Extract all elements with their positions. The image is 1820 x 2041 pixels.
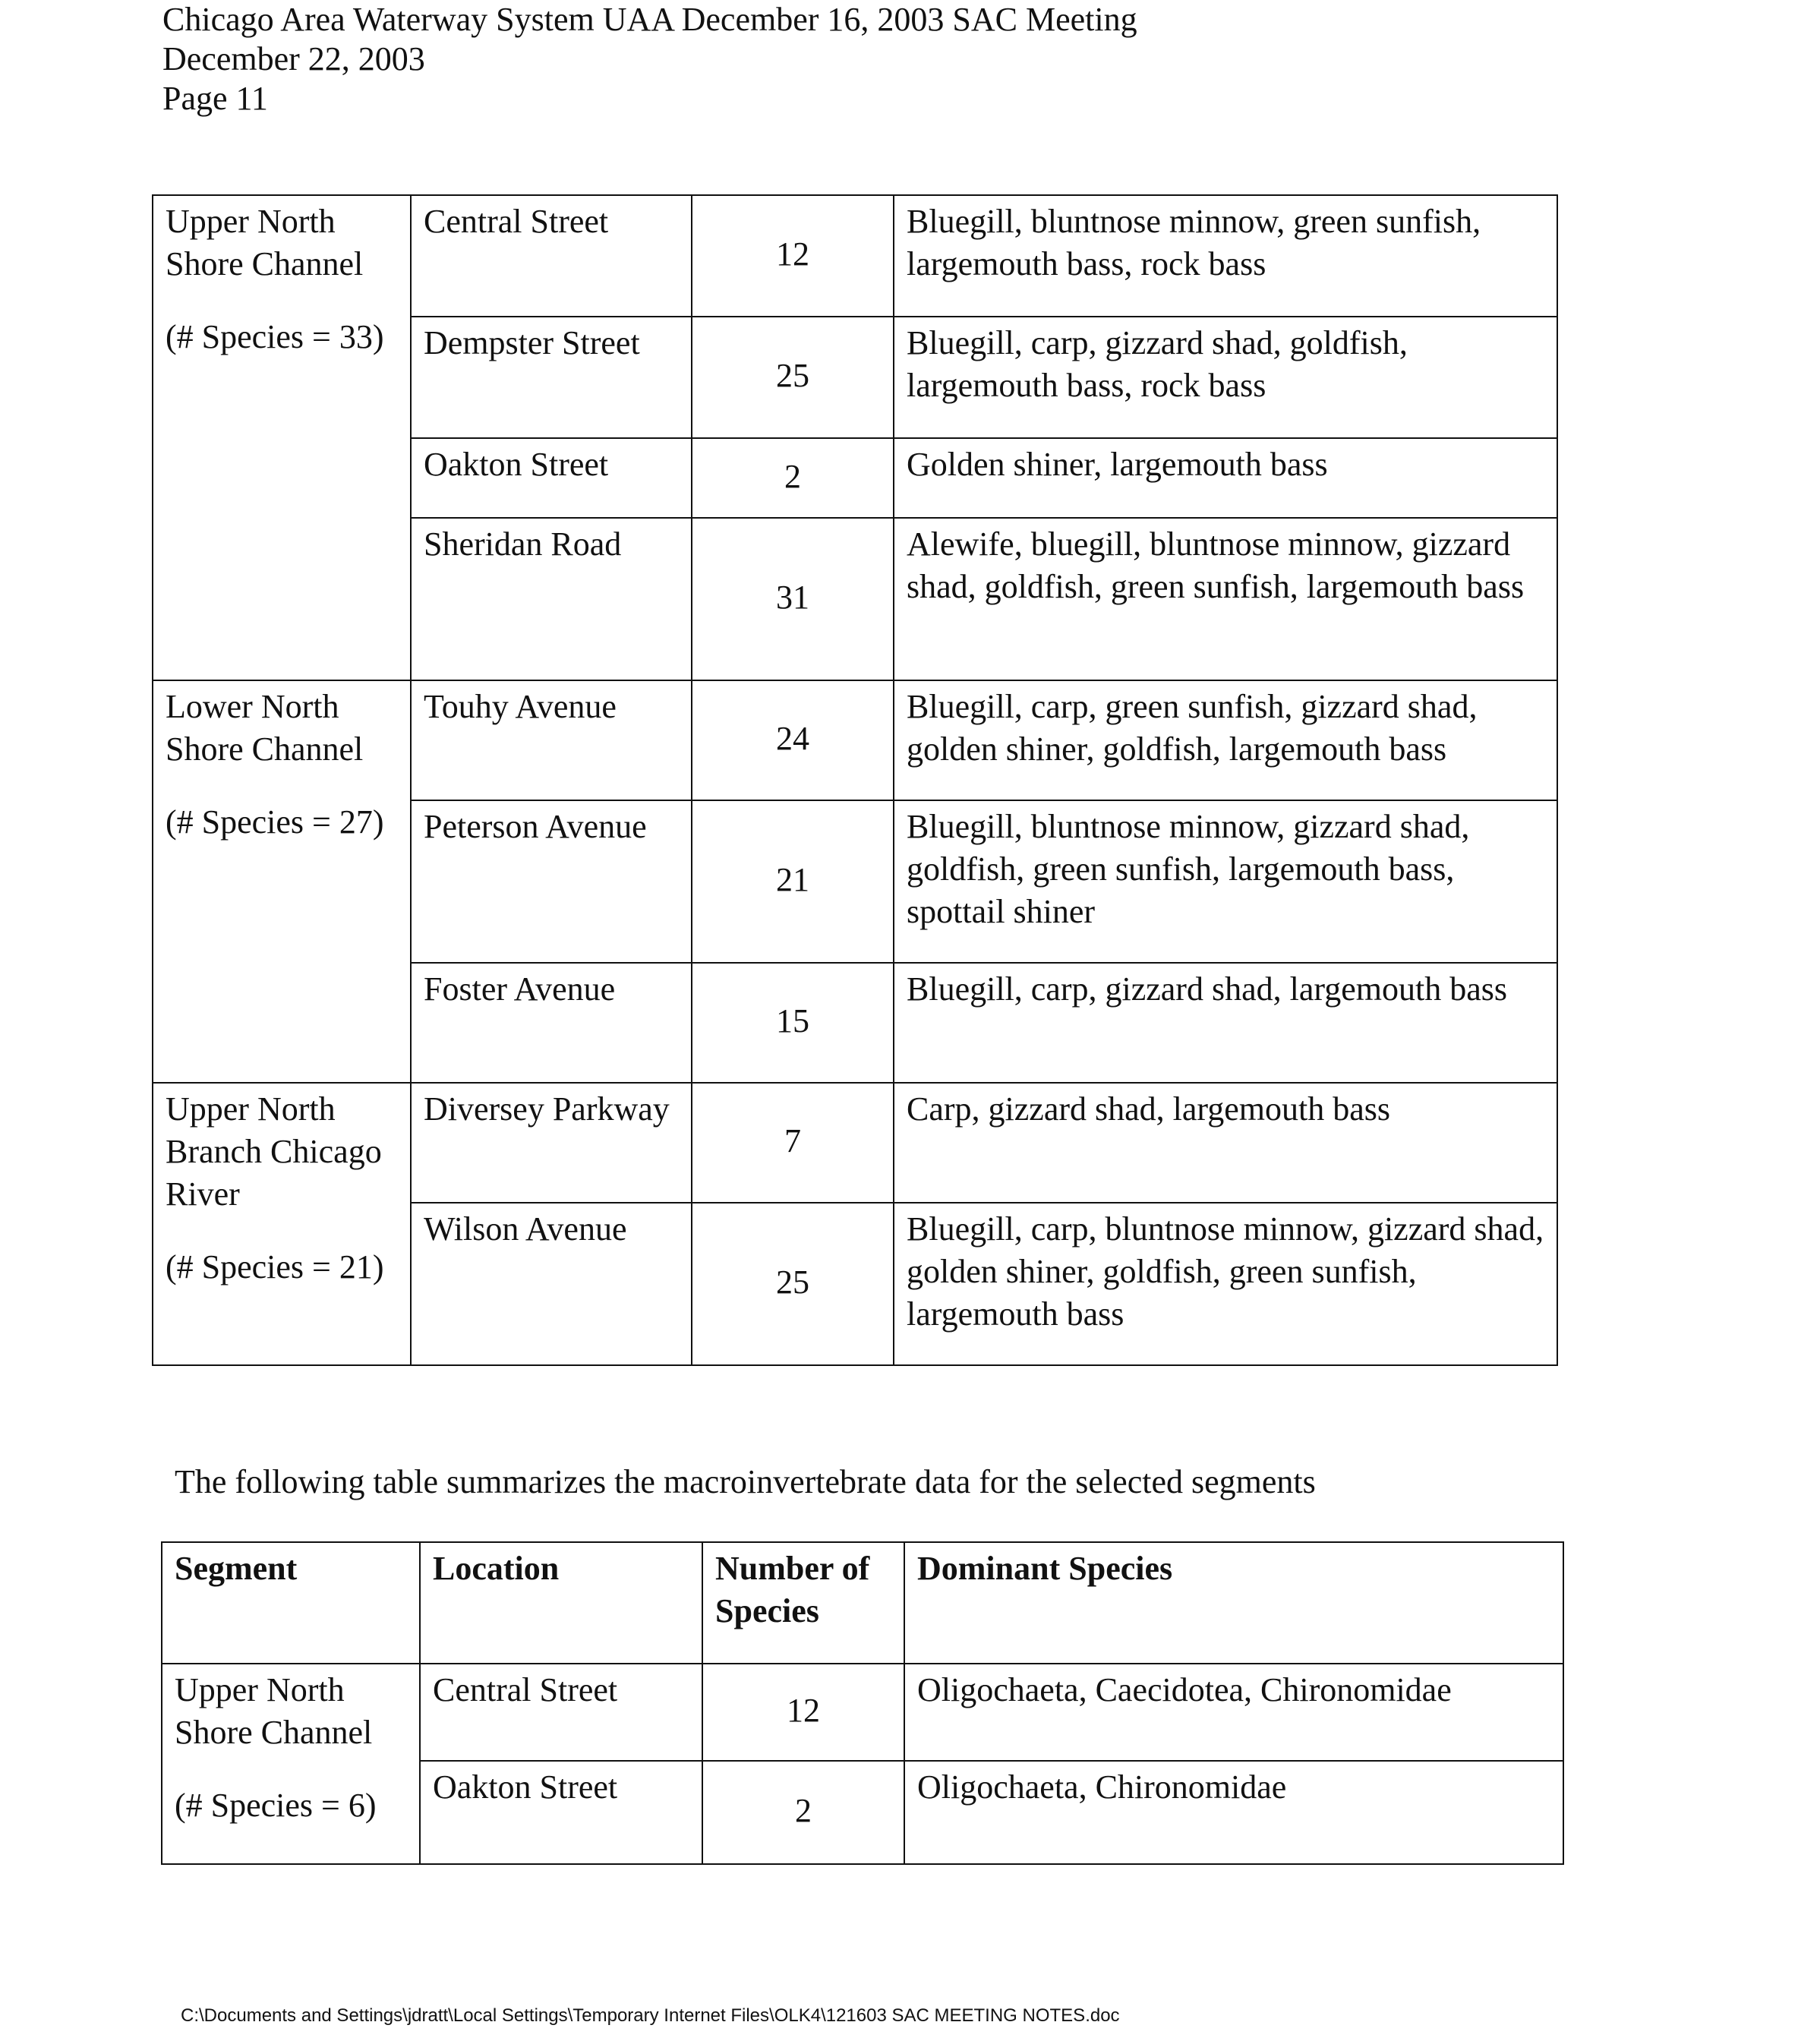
- species-cell: Alewife, bluegill, bluntnose minnow, gizzard shad, goldfish, green sunfish, largemouth bass: [894, 518, 1557, 680]
- location-cell: Central Street: [420, 1664, 702, 1761]
- number-cell: 25: [692, 1203, 894, 1365]
- number-cell: 31: [692, 518, 894, 680]
- number-cell: 2: [702, 1761, 904, 1864]
- species-cell: Oligochaeta, Chironomidae: [904, 1761, 1563, 1864]
- segment-cell: [153, 680, 411, 1083]
- number-cell: 15: [692, 963, 894, 1083]
- species-cell: Carp, gizzard shad, largemouth bass: [894, 1083, 1557, 1203]
- segment-species-count: (# Species = 27): [166, 803, 384, 841]
- header-dominant-species: Dominant Species: [904, 1542, 1563, 1664]
- species-cell: Bluegill, bluntnose minnow, green sunfish, largemouth bass, rock bass: [894, 195, 1557, 317]
- table-row: [153, 195, 1557, 317]
- species-cell: Bluegill, carp, gizzard shad, largemouth bass: [894, 963, 1557, 1083]
- location-cell: Peterson Avenue: [411, 800, 692, 963]
- location-cell: Dempster Street: [411, 317, 692, 438]
- header-number-of-species: Number of Species: [702, 1542, 904, 1664]
- species-cell: Golden shiner, largemouth bass: [894, 438, 1557, 518]
- summary-sentence: The following table summarizes the macroinvertebrate data for the selected segments: [175, 1463, 1316, 1500]
- location-cell: Sheridan Road: [411, 518, 692, 680]
- table-row: [153, 1083, 1557, 1203]
- number-cell: 12: [692, 195, 894, 317]
- location-cell: Touhy Avenue: [411, 680, 692, 800]
- number-cell: 21: [692, 800, 894, 963]
- species-cell: Bluegill, bluntnose minnow, gizzard shad, goldfish, green sunfish, largemouth bass, spottail shiner: [894, 800, 1557, 963]
- fish-species-table: [152, 194, 1558, 1366]
- location-cell: Diversey Parkway: [411, 1083, 692, 1203]
- header-location: Location: [420, 1542, 702, 1664]
- header-title: Chicago Area Waterway System UAA December 16, 2003 SAC Meeting: [162, 1, 1137, 38]
- species-cell: Bluegill, carp, green sunfish, gizzard shad, golden shiner, goldfish, largemouth bass: [894, 680, 1557, 800]
- species-cell: Bluegill, carp, gizzard shad, goldfish, largemouth bass, rock bass: [894, 317, 1557, 438]
- segment-name: Upper North Shore Channel: [166, 203, 364, 282]
- table-row: [153, 680, 1557, 800]
- header-page-number: Page 11: [162, 80, 268, 117]
- segment-species-count: (# Species = 6): [175, 1787, 377, 1824]
- macroinvertebrate-table: [161, 1541, 1564, 1865]
- table-header-row: [162, 1542, 1563, 1664]
- table-row: [162, 1664, 1563, 1761]
- species-cell: Oligochaeta, Caecidotea, Chironomidae: [904, 1664, 1563, 1761]
- segment-name: Upper North Shore Channel: [175, 1671, 373, 1751]
- location-cell: Oakton Street: [420, 1761, 702, 1864]
- number-cell: 25: [692, 317, 894, 438]
- segment-cell: [153, 195, 411, 680]
- header-segment: Segment: [162, 1542, 420, 1664]
- segment-cell: [162, 1664, 420, 1864]
- segment-name: Lower North Shore Channel: [166, 688, 364, 768]
- footer-file-path: C:\Documents and Settings\jdratt\Local Settings\Temporary Internet Files\OLK4\121603 SAC MEETING NOTES.doc: [181, 2005, 1120, 2026]
- number-cell: 7: [692, 1083, 894, 1203]
- location-cell: Foster Avenue: [411, 963, 692, 1083]
- segment-species-count: (# Species = 33): [166, 318, 384, 355]
- segment-cell: [153, 1083, 411, 1365]
- location-cell: Wilson Avenue: [411, 1203, 692, 1365]
- species-cell: Bluegill, carp, bluntnose minnow, gizzard shad, golden shiner, goldfish, green sunfish, largemouth bass: [894, 1203, 1557, 1365]
- header-date: December 22, 2003: [162, 40, 425, 77]
- number-cell: 24: [692, 680, 894, 800]
- number-cell: 12: [702, 1664, 904, 1761]
- location-cell: Oakton Street: [411, 438, 692, 518]
- segment-name: Upper North Branch Chicago River: [166, 1090, 382, 1213]
- number-cell: 2: [692, 438, 894, 518]
- page-header: [162, 0, 1137, 118]
- location-cell: Central Street: [411, 195, 692, 317]
- segment-species-count: (# Species = 21): [166, 1248, 384, 1285]
